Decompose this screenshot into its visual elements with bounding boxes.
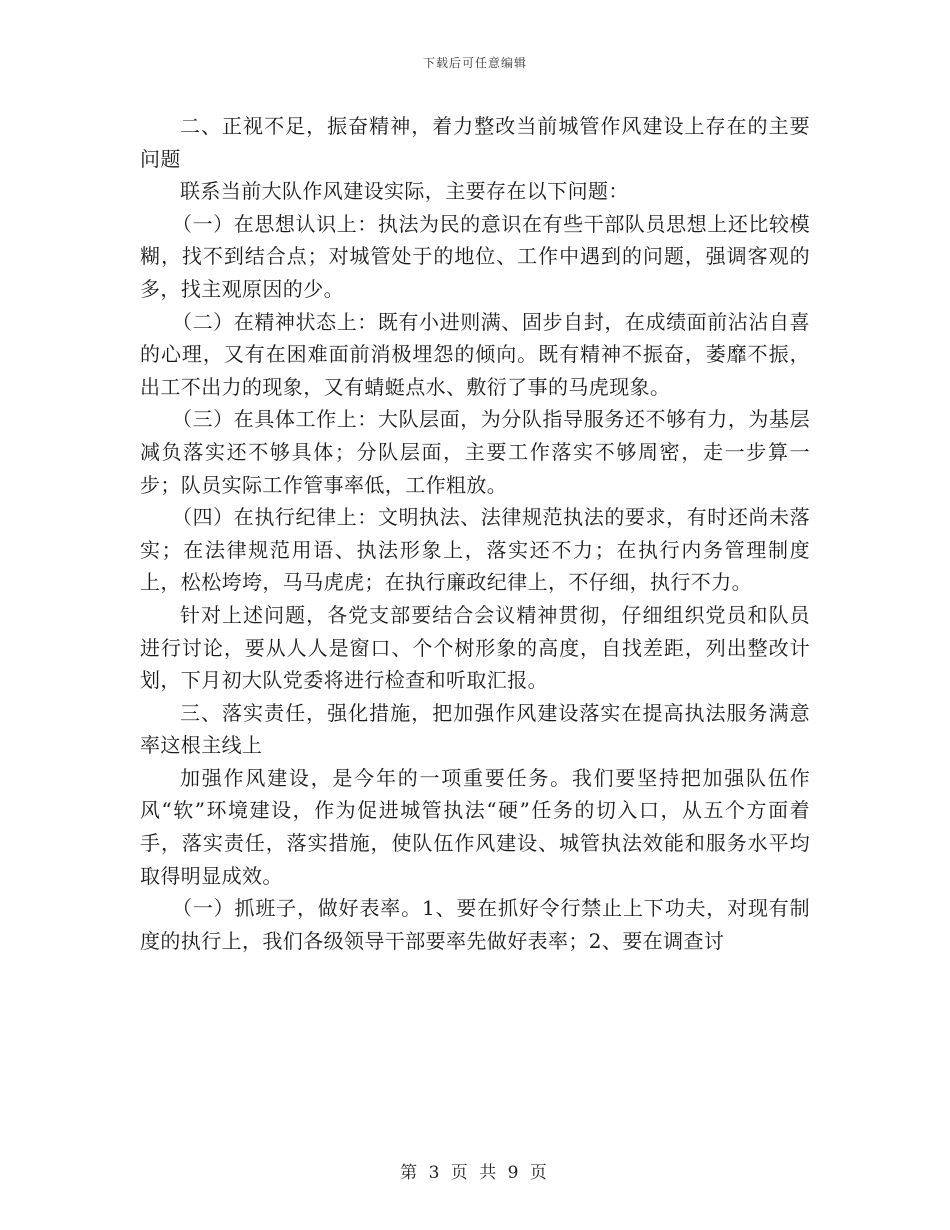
- section-heading-3: 三、落实责任，强化措施，把加强作风建设落实在提高执法服务满意率这根主线上: [140, 700, 810, 758]
- paragraph-problem-3: （三）在具体工作上：大队层面，为分队指导服务还不够有力，为基层减负落实还不够具体；分队层面，主要工作落实不够周密，走一步算一步；队员实际工作管事率低，工作粗放。: [140, 407, 810, 497]
- paragraph-rectification: 针对上述问题，各党支部要结合会议精神贯彻，仔细组织党员和队员进行讨论，要从人人是窗口、个个树形象的高度，自找差距，列出整改计划，下月初大队党委将进行检查和听取汇报。: [140, 602, 810, 693]
- paragraph-problem-4: （四）在执行纪律上：文明执法、法律规范执法的要求，有时还尚未落实；在法律规范用语、执法形象上，落实还不力；在执行内务管理制度上，松松垮垮，马马虎虎；在执行廉政纪律上，不仔细，执行不力。: [140, 505, 810, 595]
- paragraph-task: 加强作风建设，是今年的一项重要任务。我们要坚持把加强队伍作风“软”环境建设，作为促进城管执法“硬”任务的切入口，从五个方面着手，落实责任，落实措施，使队伍作风建设、城管执法效能和服务水平均取得明显成效。: [140, 765, 810, 888]
- paragraph-problem-1: （一）在思想认识上：执法为民的意识在有些干部队员思想上还比较模糊，找不到结合点；对城管处于的地位、工作中遇到的问题，强调客观的多，找主观原因的少。: [140, 211, 810, 301]
- paragraph-intro-problems: 联系当前大队作风建设实际，主要存在以下问题：: [180, 179, 629, 204]
- paragraph-measure-1: （一）抓班子，做好表率。1、要在抓好令行禁止上下功夫，对现有制度的执行上，我们各级领导干部要率先做好表率；2、要在调查讨: [140, 896, 810, 953]
- document-body: [140, 110, 810, 957]
- page-number: 第 3 页 共 9 页: [400, 1163, 550, 1183]
- paragraph-problem-2: （二）在精神状态上：既有小进则满、固步自封，在成绩面前沾沾自喜的心理，又有在困难面前消极埋怨的倾向。既有精神不振奋，萎靡不振，出工不出力的现象，又有蜻蜓点水、敷衍了事的马虎现象。: [140, 309, 810, 399]
- section-heading-2: 二、正视不足，振奋精神，着力整改当前城管作风建设上存在的主要问题: [140, 114, 810, 171]
- page-header-note: 下载后可任意编辑: [422, 56, 527, 70]
